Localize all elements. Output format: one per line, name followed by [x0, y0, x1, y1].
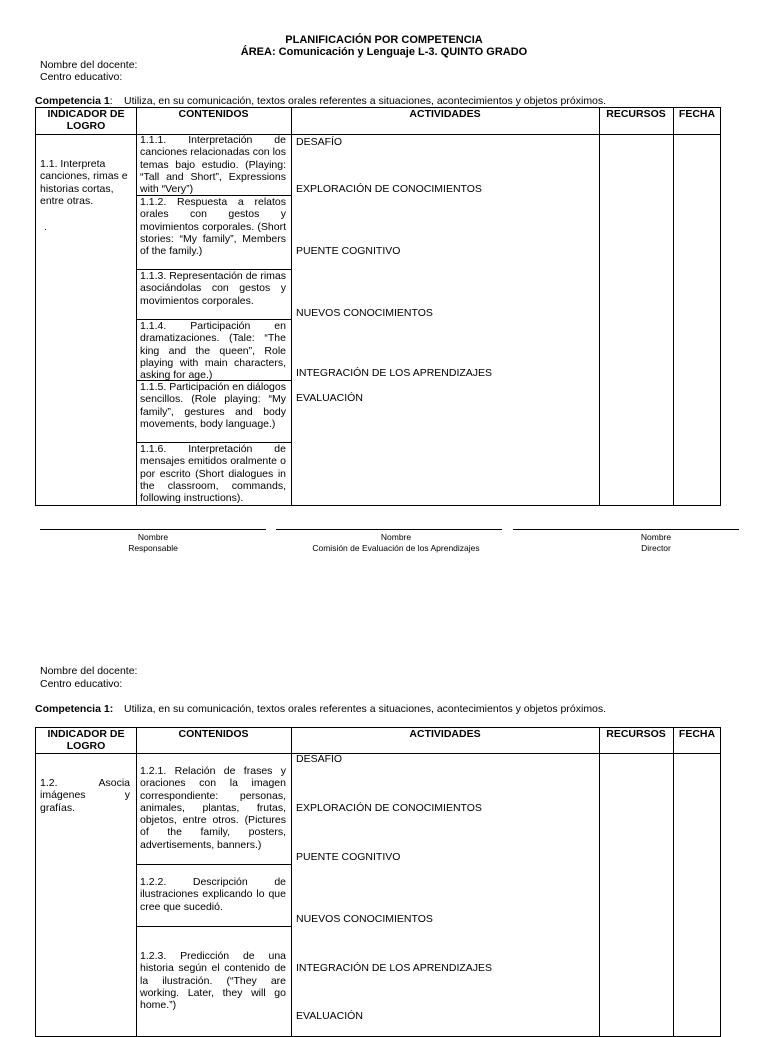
content-divider — [136, 864, 291, 865]
competencia-label: Competencia 1 — [35, 95, 110, 107]
actividad-nuevos: NUEVOS CONOCIMIENTOS — [296, 307, 433, 319]
actividad-integracion: INTEGRACIÓN DE LOS APRENDIZAJES — [296, 367, 493, 379]
actividad-desafio: DESAFÍO — [296, 753, 343, 765]
contenido-item: 1.2.1. Relación de frases y oraciones con la imagen correspondiente: personas, animales, plantas, frutas, objetos, entre otros. (Pictures of the family, posters, advertisements, banners.) — [140, 765, 286, 851]
competencia-label: Competencia 1: — [35, 703, 114, 715]
header-recursos: RECURSOS — [606, 108, 666, 120]
header-fecha: FECHA — [678, 728, 716, 740]
signature-line — [513, 529, 739, 530]
column-divider — [673, 728, 674, 1036]
actividad-puente: PUENTE COGNITIVO — [296, 245, 401, 257]
contenido-item: 1.1.6. Interpretación de mensajes emitidos oralmente o por escrito (Short dialogues in the classroom, commands, following instructions). — [140, 443, 286, 505]
competencia-text-2: Utiliza, en su comunicación, textos orales referentes a situaciones, acontecimientos y objetos próximos. — [124, 703, 607, 715]
actividad-evaluacion: EVALUACIÓN — [296, 1010, 363, 1022]
signature-name: Nombre — [640, 532, 672, 542]
contenido-item: 1.1.1. Interpretación de canciones relacionadas con los temas bajo estudio. (Playing: “Tall and Short”, Expressions with “Very”) — [140, 134, 286, 196]
page-subtitle: ÁREA: Comunicación y Lenguaje L-3. QUINTO GRADO — [240, 46, 528, 58]
column-divider — [291, 728, 292, 1036]
actividad-exploracion: EXPLORACIÓN DE CONOCIMIENTOS — [296, 183, 482, 195]
content-divider — [136, 926, 291, 927]
signature-responsable — [40, 532, 266, 554]
actividad-evaluacion: EVALUACIÓN — [296, 392, 363, 404]
indicador-text-2: 1.2. Asocia imágenes y grafías. — [40, 777, 130, 814]
school-label-2: Centro educativo: — [40, 678, 123, 690]
signature-name: Nombre — [380, 532, 412, 542]
header-divider — [36, 753, 720, 754]
competencia-line — [35, 95, 113, 107]
actividad-integracion: INTEGRACIÓN DE LOS APRENDIZAJES — [296, 962, 493, 974]
actividad-nuevos: NUEVOS CONOCIMIENTOS — [296, 913, 433, 925]
actividad-desafio: DESAFÍO — [296, 136, 343, 148]
teacher-name-label: Nombre del docente: — [40, 59, 138, 71]
signature-director — [543, 532, 768, 554]
header-recursos: RECURSOS — [606, 728, 666, 740]
planning-table-1 — [35, 107, 721, 506]
signature-line — [40, 529, 266, 530]
competencia-separator: : — [109, 95, 113, 107]
signature-role: Comisión de Evaluación de los Aprendizajes — [312, 543, 480, 553]
column-divider — [136, 728, 137, 1036]
signature-name: Nombre — [137, 532, 169, 542]
header-actividades: ACTIVIDADES — [409, 108, 481, 120]
header-indicador: INDICADOR DE LOGRO — [47, 728, 125, 752]
contenido-item: 1.2.3. Predicción de una historia según el contenido de la ilustración. (“They are working. Later, they will go home.”) — [140, 950, 286, 1012]
planning-table-2 — [35, 727, 721, 1037]
header-divider — [36, 134, 720, 135]
actividad-exploracion: EXPLORACIÓN DE CONOCIMIENTOS — [296, 802, 482, 814]
header-contenidos: CONTENIDOS — [178, 108, 249, 120]
header-contenidos: CONTENIDOS — [178, 728, 249, 740]
teacher-name-label-2: Nombre del docente: — [40, 665, 138, 677]
column-divider — [599, 728, 600, 1036]
school-label: Centro educativo: — [40, 71, 123, 83]
contenido-item: 1.1.3. Representación de rimas asociándolas con gestos y movimientos corporales. — [140, 270, 286, 307]
header-actividades: ACTIVIDADES — [409, 728, 481, 740]
signature-comision — [276, 532, 516, 554]
indicador-extra: . — [44, 221, 47, 233]
signature-role: Director — [641, 543, 671, 553]
actividad-puente: PUENTE COGNITIVO — [296, 851, 401, 863]
column-divider — [291, 108, 292, 505]
competencia-label-2 — [35, 703, 113, 715]
signature-line — [276, 529, 502, 530]
contenido-item: 1.1.2. Respuesta a relatos orales con gestos y movimientos corporales. (Short stories: “My family”, Members of the family.) — [140, 196, 286, 258]
contenido-item: 1.1.4. Participación en dramatizaciones. (Tale: “The king and the queen”, Role playing with main characters, asking for age.) — [140, 320, 286, 382]
page-title: PLANIFICACIÓN POR COMPETENCIA — [285, 34, 483, 46]
column-divider — [599, 108, 600, 505]
signature-role: Responsable — [128, 543, 178, 553]
column-divider — [136, 108, 137, 505]
column-divider — [673, 108, 674, 505]
header-fecha: FECHA — [678, 108, 716, 120]
indicador-text: 1.1. Interpreta canciones, rimas e historias cortas, entre otras. — [40, 158, 128, 207]
header-indicador: INDICADOR DE LOGRO — [47, 108, 125, 132]
contenido-item: 1.1.5. Participación en diálogos sencillos. (Role playing: “My family”, gestures and body movements, body language.) — [140, 381, 286, 430]
competencia-text: Utiliza, en su comunicación, textos orales referentes a situaciones, acontecimientos y objetos próximos. — [124, 95, 607, 107]
contenido-item: 1.2.2. Descripción de ilustraciones explicando lo que cree que sucedió. — [140, 876, 286, 913]
